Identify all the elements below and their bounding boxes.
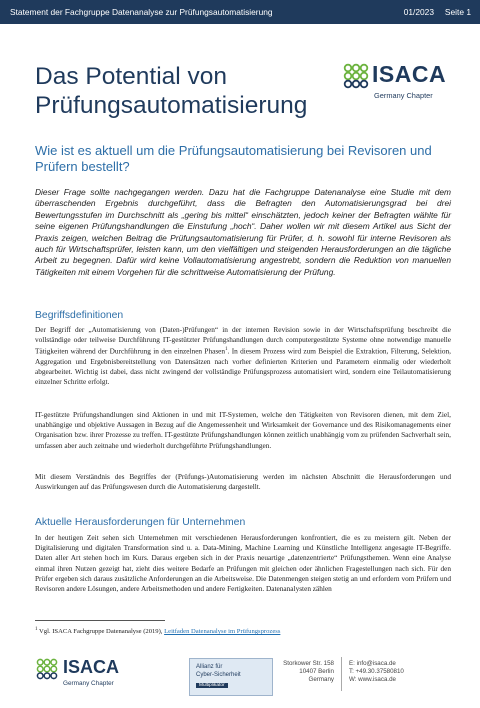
definitions-paragraph-2: IT-gestützte Prüfungshandlungen sind Aktionen in und mit IT-Systemen, welche den Tätigkeiten von Revisoren dienen, mit dem Ziel, unabhängige und objektive Aussagen in Bezug auf die Angemessenheit und Wirksamkeit der Governance und des Risikomanagements einer Organisation bzw. ihrer Prozesse zu treffen. IT-gestützte Prüfungshandlungen können zeitlich unabhängig vom zu prüfenden Sachverhalt sein, umfassen aber auch zeitnahe und wiederholt durchgeführte Prüfungshandlungen. (35, 410, 451, 450)
definitions-text-a: Der Begriff der „Automatisierung von (Daten-)Prüfungen“ in der internen Revision sowie in der Wirtschaftsprüfung beschreibt die vollständige oder teilweise Durchführung IT-gestützter Prüfungshandlungen durch computergestützte Systeme ohne notwendige manuelle Tätigkeiten während der Durchführung in den einzelnen Phasen (35, 325, 451, 356)
logo-name: ISACA (372, 61, 447, 87)
allianz-line2: Cyber-Sicherheit (196, 672, 241, 678)
address-street: Storkower Str. 158 (283, 660, 334, 667)
header-statement: Statement der Fachgruppe Datenanalyse zur Prüfungsautomatisierung (10, 7, 273, 17)
page-title (35, 62, 307, 120)
subtitle: Wie ist es aktuell um die Prüfungsautomatisierung bei Revisoren und Prüfern bestellt? (35, 143, 432, 174)
allianz-cyber-sicherheit-logo (189, 658, 273, 696)
footer-address (283, 660, 334, 684)
footnote-text: Vgl. ISACA Fachgruppe Datenanalyse (2019), (37, 628, 165, 636)
footer-logo-sub: Germany Chapter (63, 680, 114, 687)
allianz-badge: Multiplikator (196, 683, 228, 688)
challenges-paragraph-1: In der heutigen Zeit sehen sich Unternehmen mit verschiedenen Herausforderungen konfrontiert, die es zu meistern gilt. Neben der Digitalisierung und digitalen Transformation sind u. a. Data-Mining, Machine Learning und Künstliche Intelligenz angesagte IT-Begriffe. Daten aller Art stehen hoch im Kurs. Daraus ergeben sich in der Praxis neuartige „datenzentrierte“ Prüfungsthemen. Wenn eine Analyse einmal ihren Nutzen gezeigt hat, zieht dies weitere Bedarfe an Prüfungen mit gleichen oder ähnlichen Fragestellungen nach sich. Für den Prüfer ergeben sich daraus zusätzliche Anforderungen an die Arbeitsweise. Die Datenmengen steigen stetig an und erfordern vom Prüfern und Revisoren andere Lösungen, andere Arbeitsmethoden und andere Fertigkeiten. Datenanalysten zählen (35, 533, 451, 594)
footer-logo-name: ISACA (63, 657, 120, 677)
page-title-line1: Das Potential von (35, 63, 228, 90)
definitions-paragraph-1 (35, 325, 451, 388)
contact-email[interactable]: E: info@isaca.de (349, 660, 396, 667)
footnote (35, 627, 280, 635)
header-issue: 01/2023 (403, 7, 434, 17)
page-title-line2: Prüfungsautomatisierung (35, 92, 308, 119)
isaca-logo (343, 63, 453, 105)
footnote-divider (35, 620, 165, 621)
footer-contact (349, 660, 404, 684)
header-page: Seite 1 (444, 7, 471, 17)
footer-divider (341, 657, 342, 691)
section-heading-definitions: Begriffsdefinitionen (35, 310, 124, 321)
intro-paragraph: Dieser Frage sollte nachgegangen werden. Dazu hat die Fachgruppe Datenanalyse eine Studie mit dem überraschenden Ergebnis durchgeführt, dass die Befragten den Automatisierungsgrad bei drei Bewertungsstufen im Durchschnitt als „gering bis mittel“ einschätzten, jedoch keiner der Befragten wählte für seine eigenen Prüfungshandlungen die Einstufung „hoch“. Daher wollen wir mit diesem Artikel aus Sicht der Praxis zeigen, welchen Beitrag die Prüfungsautomatisierung für Prüfer, d. h. sowohl für interne Revisoren als auch für Wirtschaftsprüfer, leisten kann, um den vielfältigen und steigenden Herausforderungen an die tägliche Arbeit zu begegnen. Dafür wird keine Vollautomatisierung angestrebt, sondern die Reduktion von manuellen Tätigkeiten mit einem Vorgehen für die schrittweise Automatisierung der Prüfung. (35, 187, 451, 277)
address-city: 10407 Berlin (299, 668, 334, 675)
footnote-ref: 1 (225, 347, 228, 353)
allianz-line1: Allianz für (196, 664, 223, 670)
contact-phone: T: +49.30.37580810 (349, 668, 404, 675)
contact-web[interactable]: W: www.isaca.de (349, 676, 396, 683)
definitions-text-b: . In diesem Prozess wird zum Beispiel die Extraktion, Filterung, Selektion, Aggregation und Ergebnisbereitstellung von Datensätzen nach vorher definierten Kriterien und Parametern einmalig oder wiederholt abgearbeitet. Wichtig ist dabei, dass nicht zwingend der vollständige Prüfungsprozess automatisiert wird, sondern eine Teilautomatisierung einzelner Schritte erfolgt. (35, 346, 451, 387)
footer-isaca-logo (36, 658, 146, 698)
definitions-paragraph-3: Mit diesem Verständnis des Begriffes der (Prüfungs-)Automatisierung werden im nächsten Abschnitt die Herausforderungen und Auswirkungen auf das Prüfungswesen durch die Automatisierung dargestellt. (35, 472, 451, 492)
footnote-link[interactable]: Leitfaden Datenanalyse im Prüfungsprozess (164, 628, 281, 636)
top-banner (0, 0, 480, 24)
section-heading-challenges: Aktuelle Herausforderungen für Unternehmen (35, 517, 246, 528)
logo-sub: Germany Chapter (374, 91, 433, 100)
isaca-logo-icon (36, 658, 58, 680)
footnote-number: 1 (35, 627, 38, 632)
address-country: Germany (308, 676, 334, 683)
isaca-logo-icon (343, 63, 369, 89)
